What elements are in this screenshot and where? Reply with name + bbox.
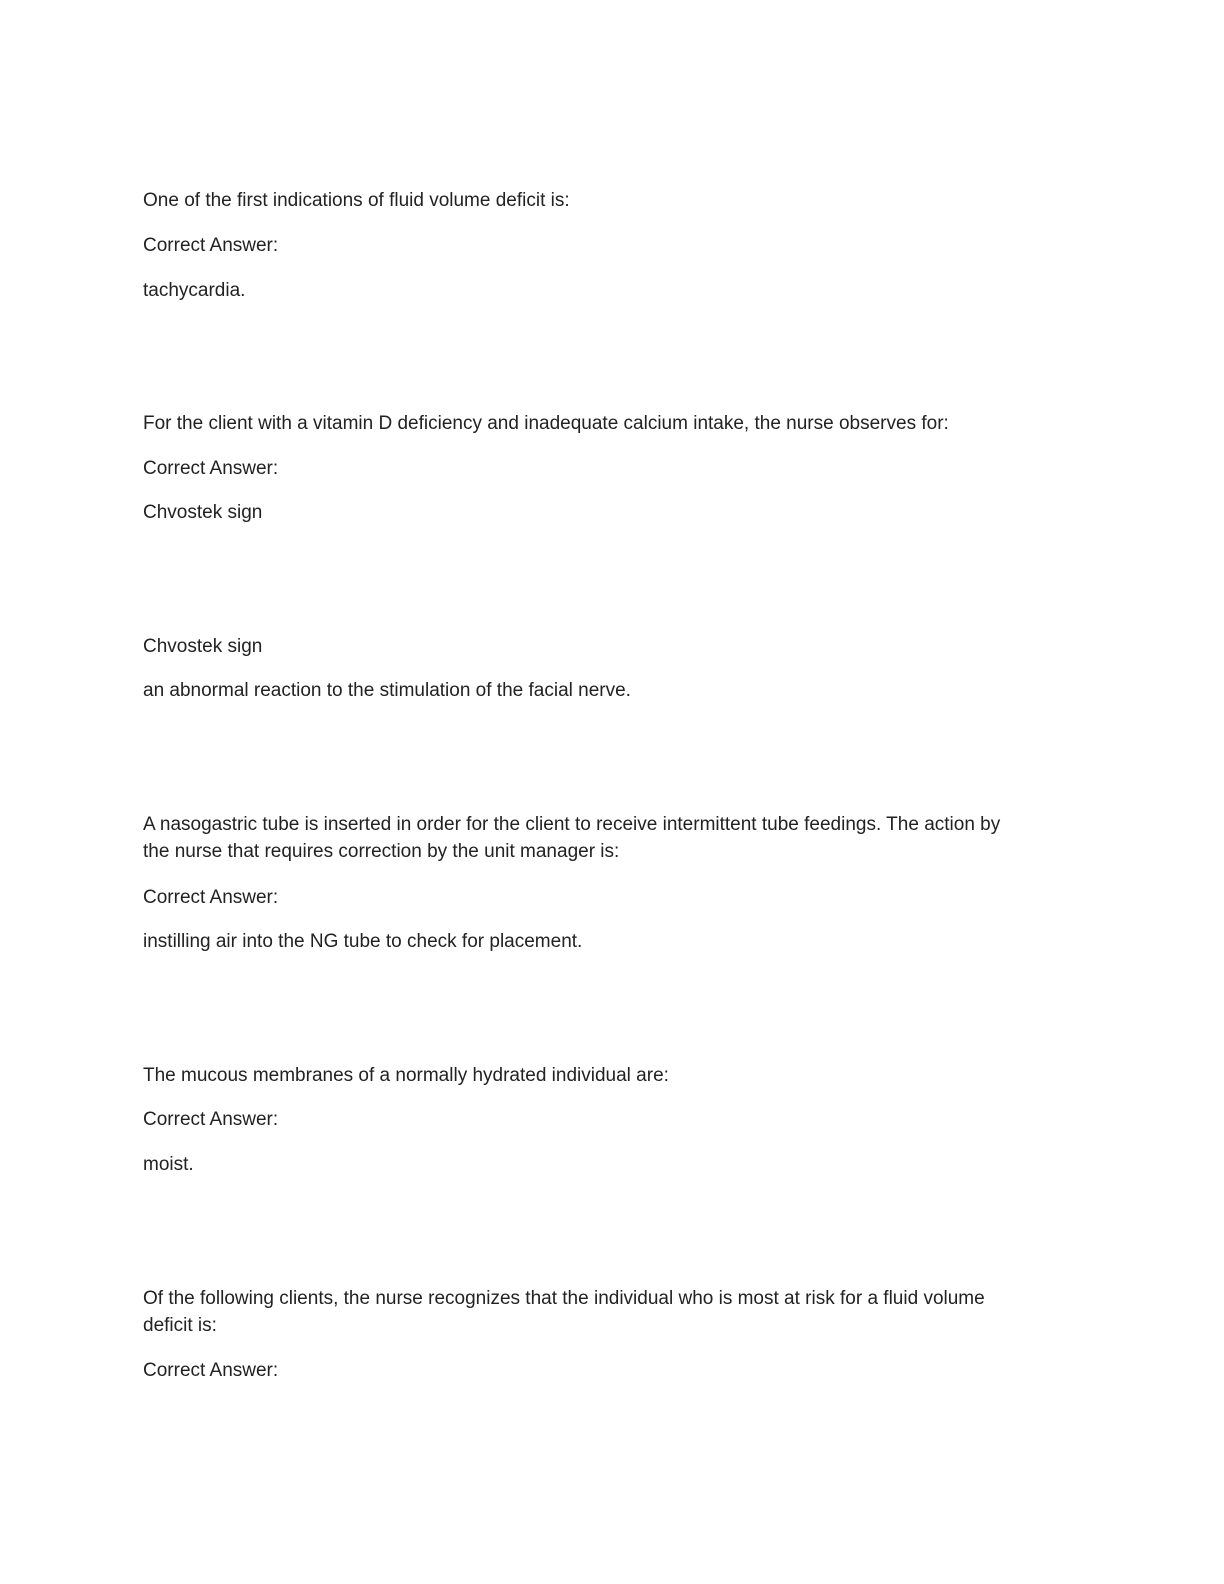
answer-text: instilling air into the NG tube to check for placement.: [143, 931, 583, 952]
question-text: One of the first indications of fluid volume deficit is:: [143, 190, 570, 211]
definition-text: an abnormal reaction to the stimulation of the facial nerve.: [143, 680, 631, 701]
correct-answer-label: Correct Answer:: [143, 887, 279, 908]
question-text: Of the following clients, the nurse recognizes that the individual who is most at risk for a fluid volume: [143, 1288, 985, 1309]
question-text-continued: deficit is:: [143, 1315, 217, 1336]
answer-text: moist.: [143, 1154, 194, 1175]
correct-answer-label: Correct Answer:: [143, 235, 279, 256]
question-text-continued: the nurse that requires correction by the unit manager is:: [143, 841, 620, 862]
term-text: Chvostek sign: [143, 636, 263, 657]
answer-text: Chvostek sign: [143, 502, 263, 523]
correct-answer-label: Correct Answer:: [143, 1109, 279, 1130]
correct-answer-label: Correct Answer:: [143, 1360, 279, 1381]
question-text: A nasogastric tube is inserted in order for the client to receive intermittent tube feedings. The action by: [143, 814, 1001, 835]
question-text: For the client with a vitamin D deficiency and inadequate calcium intake, the nurse observes for:: [143, 413, 949, 434]
answer-text: tachycardia.: [143, 280, 246, 301]
question-text: The mucous membranes of a normally hydrated individual are:: [143, 1065, 669, 1086]
correct-answer-label: Correct Answer:: [143, 458, 279, 479]
